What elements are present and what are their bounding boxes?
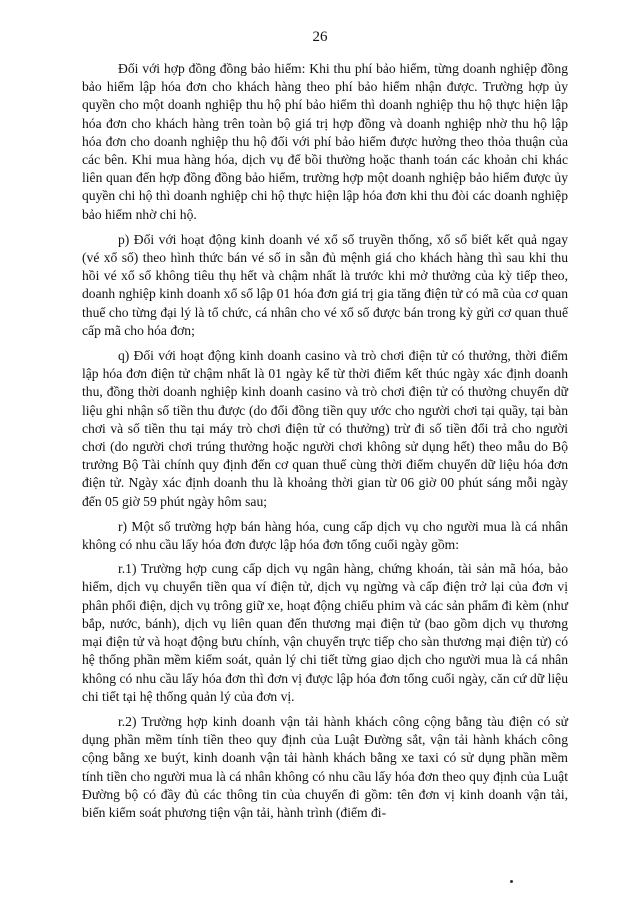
scan-speck xyxy=(510,880,513,883)
document-body xyxy=(82,60,568,829)
paragraph-r-daily-summary-invoice: r) Một số trường hợp bán hàng hóa, cung cấp dịch vụ cho người mua là cá nhân không có nhu cầu lấy hóa đơn được lập hóa đơn tổng cuối ngày gồm: xyxy=(82,518,568,553)
paragraph-r1-services: r.1) Trường hợp cung cấp dịch vụ ngân hàng, chứng khoán, tài sản mã hóa, bảo hiểm, dịch vụ chuyển tiền qua ví điện tử, dịch vụ ngừng và cấp điện trở lại của đơn vị phân phối điện, dịch vụ trông giữ xe, hoạt động chiếu phim và các sản phẩm đi kèm (như bắp, nước, bánh), dịch vụ liên quan đến thương mại điện tử (bao gồm dịch vụ thương mại điện tử và hoạt động bưu chính, vận chuyển trực tiếp cho sàn thương mại điện tử) có hệ thống phần mềm kiểm soát, quản lý chi tiết từng giao dịch cho người mua là cá nhân không có nhu cầu lấy hóa đơn thì đơn vị được lập hóa đơn tổng cuối ngày, căn cứ dữ liệu chi tiết tại hệ thống quản lý của đơn vị. xyxy=(82,561,568,704)
page-number: 26 xyxy=(312,29,328,45)
paragraph-p-lottery: p) Đối với hoạt động kinh doanh vé xổ số truyền thống, xổ số biết kết quả ngay (vé xổ số) theo hình thức bán vé số in sẵn đủ mệnh giá cho khách hàng thì sau khi thu hồi vé xổ số không tiêu thụ hết và chậm nhất là trước khi mở thưởng của kỳ tiếp theo, doanh nghiệp kinh doanh xổ số lập 01 hóa đơn giá trị gia tăng điện tử có mã của cơ quan thuế cho từng đại lý là tổ chức, cá nhân cho vé xổ số được bán trong kỳ gửi cơ quan thuế cấp mã cho hóa đơn; xyxy=(82,231,568,338)
paragraph-co-insurance: Đối với hợp đồng đồng bảo hiểm: Khi thu phí bảo hiểm, từng doanh nghiệp đồng bảo hiểm lập hóa đơn cho khách hàng theo phí bảo hiểm nhận được. Trường hợp ủy quyền cho một doanh nghiệp thu hộ phí bảo hiểm thì doanh nghiệp thu hộ thực hiện lập hóa đơn cho khách hàng trên toàn bộ giá trị hợp đồng và doanh nghiệp nhờ thu hộ lập hóa đơn cho doanh nghiệp thu hộ đối với phí bảo hiểm được hưởng theo thỏa thuận của các bên. Khi mua hàng hóa, dịch vụ để bồi thường hoặc thanh toán các khoản chi khác liên quan đến hợp đồng đồng bảo hiểm, trường hợp một doanh nghiệp bảo hiểm được ủy quyền chi hộ thì doanh nghiệp chi hộ thực hiện lập hóa đơn khi thu đòi các doanh nghiệp bảo hiểm nhờ chi hộ. xyxy=(82,61,568,222)
paragraph-r2-public-transport: r.2) Trường hợp kinh doanh vận tải hành khách công cộng bằng tàu điện có sử dụng phần mềm tính tiền theo quy định của Luật Đường sắt, vận tải hành khách công cộng bằng xe buýt, kinh doanh vận tải hành khách bằng xe taxi có sử dụng phần mềm tính tiền cho người mua là cá nhân không có nhu cầu lấy hóa đơn theo quy định của Luật Đường bộ có đầy đủ các thông tin của chuyến đi gồm: tên đơn vị kinh doanh vận tải, biển kiểm soát phương tiện vận tải, hành trình (điểm đi- xyxy=(82,713,568,820)
paragraph-q-casino: q) Đối với hoạt động kinh doanh casino và trò chơi điện tử có thưởng, thời điểm lập hóa đơn điện tử chậm nhất là 01 ngày kể từ thời điểm kết thúc ngày xác định doanh thu, đồng thời doanh nghiệp kinh doanh casino và trò chơi điện tử có thưởng chuyển dữ liệu ghi nhận số tiền thu được (do đổi đồng tiền quy ước cho người chơi tại quầy, tại bàn chơi và số tiền thu tại máy trò chơi điện tử có thưởng) trừ đi số tiền đổi trả cho người chơi (do người chơi trúng thưởng hoặc người chơi không sử dụng hết) theo mẫu do Bộ trưởng Bộ Tài chính quy định đến cơ quan thuế cùng thời điểm chuyển dữ liệu hóa đơn điện tử. Ngày xác định doanh thu là khoảng thời gian từ 06 giờ 00 phút sáng mỗi ngày đến 05 giờ 59 phút ngày hôm sau; xyxy=(82,348,568,509)
